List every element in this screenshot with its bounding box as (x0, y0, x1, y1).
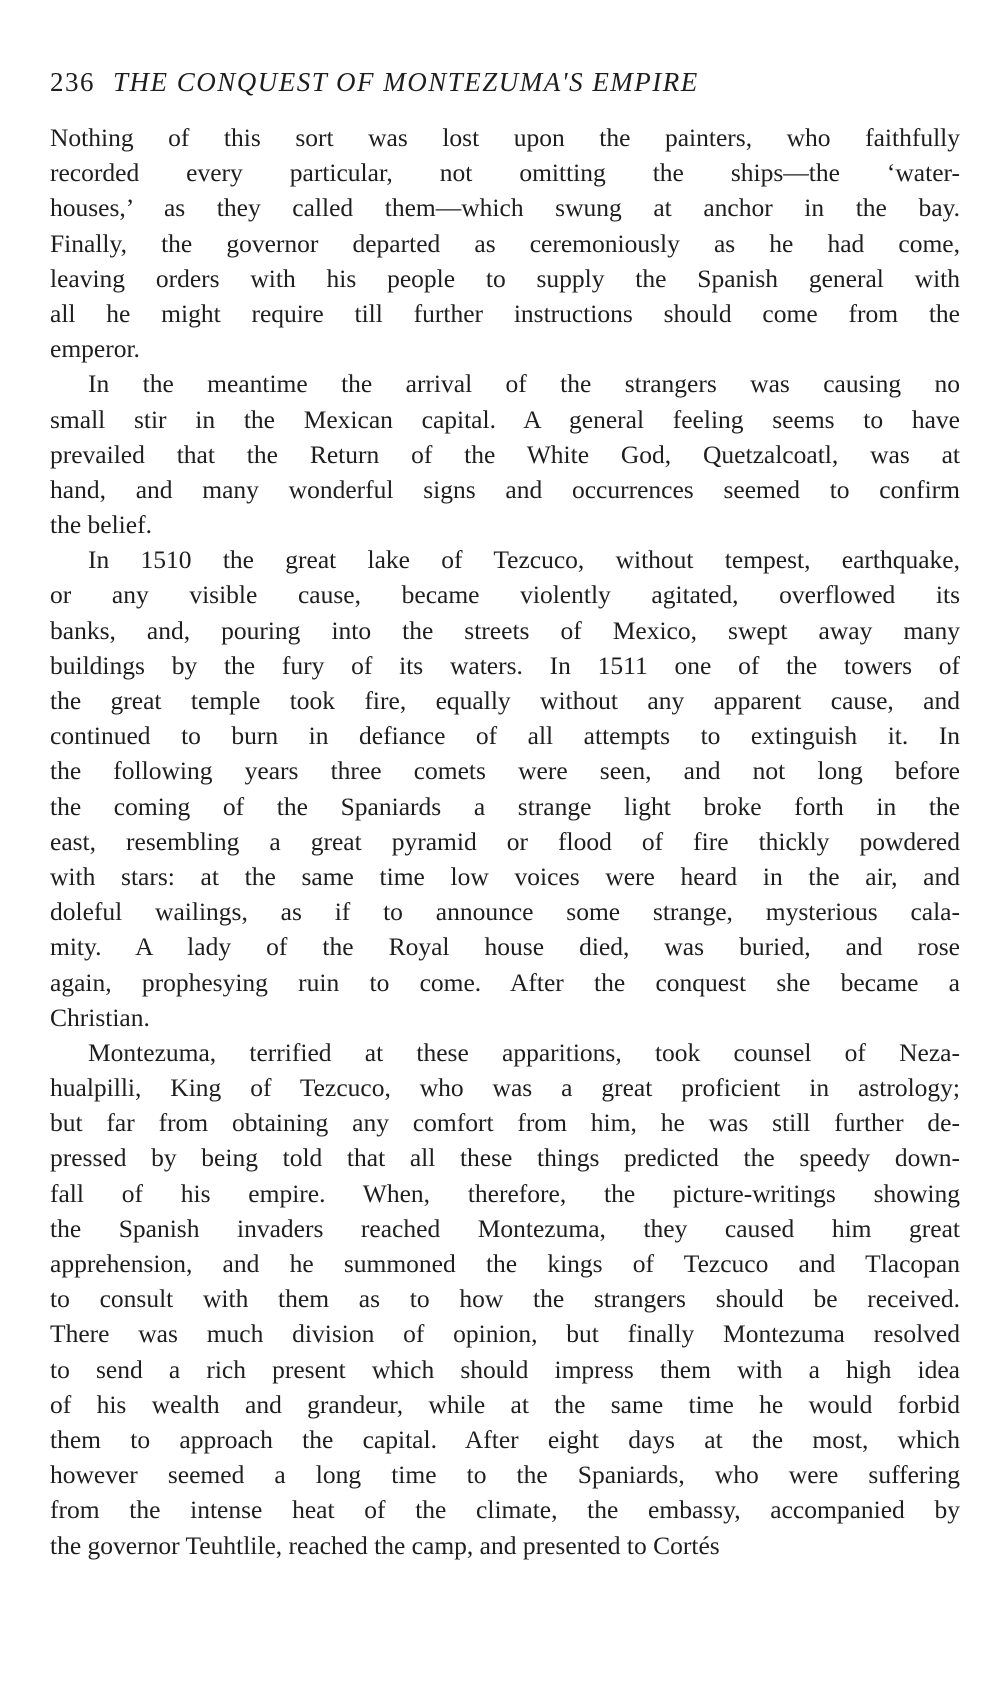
text-line: mity. A lady of the Royal house died, was buried, and rose (50, 932, 960, 962)
text-line: however seemed a long time to the Spaniards, who were suffering (50, 1460, 960, 1490)
text-line: the following years three comets were seen, and not long before (50, 756, 960, 786)
text-line: emperor. (50, 334, 140, 364)
paragraph (50, 366, 960, 542)
paragraph (50, 542, 960, 1035)
text-line: apprehension, and he summoned the kings of Tezcuco and Tlacopan (50, 1249, 960, 1278)
text-line: Nothing of this sort was lost upon the painters, who faithfully (50, 123, 960, 152)
text-line: hualpilli, King of Tezcuco, who was a great proficient in astrology; (50, 1073, 960, 1103)
text-line: from the intense heat of the climate, the embassy, accompanied by (50, 1495, 960, 1525)
text-line: leaving orders with his people to supply the Spanish general with (50, 263, 960, 293)
text-line: fall of his empire. When, therefore, the picture-writings showing (50, 1178, 960, 1208)
text-line: of his wealth and grandeur, while at the same time he would forbid (50, 1389, 960, 1419)
text-line: small stir in the Mexican capital. A general feeling seems to have (50, 404, 960, 434)
paragraph (50, 1035, 960, 1563)
text-line: but far from obtaining any comfort from him, he was still further de- (50, 1108, 960, 1138)
text-line: In the meantime the arrival of the strangers was causing no (88, 369, 960, 399)
text-line: hand, and many wonderful signs and occurrences seemed to confirm (50, 474, 960, 504)
text-line: banks, and, pouring into the streets of Mexico, swept away many (50, 615, 960, 645)
page-number: 236 (50, 67, 95, 97)
text-line: houses,’ as they called them—which swung at anchor in the bay. (50, 193, 960, 223)
text-line: to send a rich present which should impress them with a high idea (50, 1354, 960, 1384)
text-line: the coming of the Spaniards a strange light broke forth in the (50, 791, 960, 821)
paragraph (50, 120, 960, 366)
text-line: the Spanish invaders reached Montezuma, they caused him great (50, 1213, 960, 1243)
text-line: the governor Teuhtlile, reached the camp, and presented to Cortés (50, 1530, 720, 1560)
text-line: to consult with them as to how the strangers should be received. (50, 1284, 960, 1314)
text-line: east, resembling a great pyramid or flood of fire thickly powdered (50, 826, 960, 856)
text-line: all he might require till further instructions should come from the (50, 298, 960, 328)
text-line: prevailed that the Return of the White God, Quetzalcoatl, was at (50, 439, 960, 469)
text-line: them to approach the capital. After eight days at the most, which (50, 1424, 960, 1454)
text-line: buildings by the fury of its waters. In 1511 one of the towers of (50, 650, 960, 680)
book-title: THE CONQUEST OF MONTEZUMA'S EMPIRE (113, 67, 699, 97)
text-line: with stars: at the same time low voices were heard in the air, and (50, 861, 960, 891)
text-line: the belief. (50, 510, 152, 540)
text-line: There was much division of opinion, but finally Montezuma resolved (50, 1319, 960, 1349)
body-text (50, 120, 960, 1563)
text-line: or any visible cause, became violently agitated, overflowed its (50, 580, 960, 610)
text-line: In 1510 the great lake of Tezcuco, without tempest, earthquake, (88, 545, 960, 575)
text-line: the great temple took fire, equally without any apparent cause, and (50, 686, 960, 715)
text-line: Finally, the governor departed as ceremoniously as he had come, (50, 228, 960, 258)
text-line: recorded every particular, not omitting the ships—the ‘water- (50, 158, 960, 188)
text-line: Christian. (50, 1002, 150, 1032)
running-head (50, 62, 960, 102)
text-line: continued to burn in defiance of all attempts to extinguish it. In (50, 721, 960, 751)
text-line: doleful wailings, as if to announce some strange, mysterious cala- (50, 897, 960, 927)
text-line: again, prophesying ruin to come. After the conquest she became a (50, 967, 960, 997)
text-line: Montezuma, terrified at these apparitions, took counsel of Neza- (88, 1037, 960, 1067)
text-line: pressed by being told that all these things predicted the speedy down- (50, 1143, 960, 1173)
